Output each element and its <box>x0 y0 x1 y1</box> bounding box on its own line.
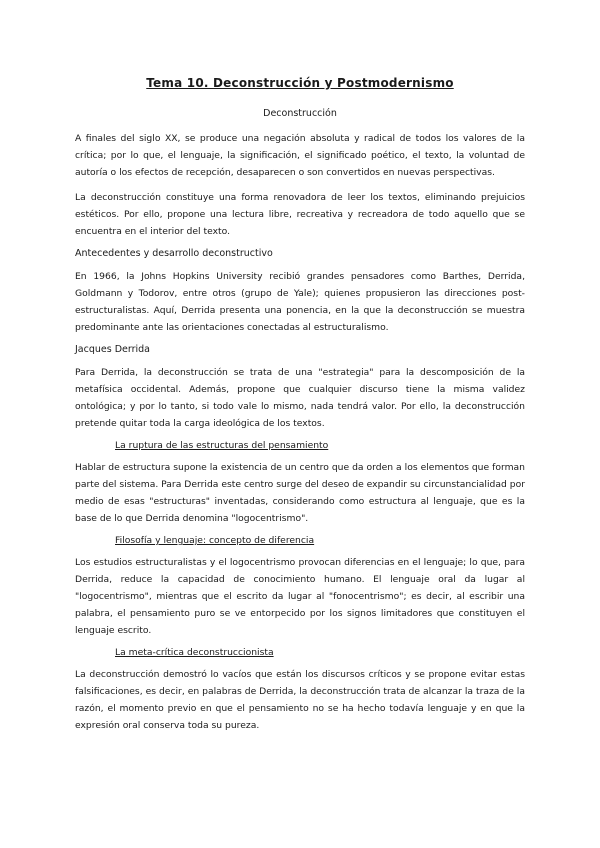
paragraph-intro: A finales del siglo XX, se produce una negación absoluta y radical de todos los valores de la crítica; por lo que, el lenguaje, la significación, el significado poético, el texto, la voluntad de autoría o los efectos de recepción, desaparecen o son convertidos en nuevas perspectivas. <box>75 133 525 178</box>
subheading-metacritica: La meta-crítica deconstruccionista <box>115 647 274 658</box>
subheading-ruptura: La ruptura de las estructuras del pensamiento <box>115 440 329 451</box>
paragraph-ruptura: Hablar de estructura supone la existencia de un centro que da orden a los elementos que forman parte del sistema. Para Derrida este centro surge del deseo de expandir su circunstancialidad por medio de esas "estructuras" inventadas, considerando como estructura al lenguaje, que es la base de lo que Derrida denomina "logocentrismo". <box>75 462 525 524</box>
paragraph-metacritica: La deconstrucción demostró lo vacíos que están los discursos críticos y se propone evitar estas falsificaciones, es decir, en palabras de Derrida, la deconstrucción trata de alcanzar la traza de la razón, el momento previo en que el pensamiento no se ha hecho todavía lenguaje y en que la expresión oral conserva toda su pureza. <box>75 669 525 731</box>
paragraph-definition: La deconstrucción constituye una forma renovadora de leer los textos, eliminando prejuicios estéticos. Por ello, propone una lectura libre, recreativa y recreadora de todo aquello que se encuentra en el interior del texto. <box>75 192 525 237</box>
section-title: Deconstrucción <box>263 108 337 119</box>
subheading-filosofia: Filosofía y lenguaje: concepto de diferencia <box>115 535 315 546</box>
page-title: Tema 10. Deconstrucción y Postmodernismo <box>146 76 454 90</box>
heading-derrida: Jacques Derrida <box>75 344 151 355</box>
paragraph-antecedentes: En 1966, la Johns Hopkins University recibió grandes pensadores como Barthes, Derrida, Goldmann y Todorov, entre otros (grupo de Yale); quienes propusieron las direcciones post-estructuralistas. Aquí, Derrida presenta una ponencia, en la que la deconstrucción se muestra predominante ante las orientaciones conectadas al estructuralismo. <box>75 271 525 333</box>
paragraph-filosofia: Los estudios estructuralistas y el logocentrismo provocan diferencias en el lenguaje; lo que, para Derrida, reduce la capacidad de conocimiento humano. El lenguaje oral da lugar al "logocentrismo", mientras que el escrito da lugar al "fonocentrismo"; es decir, al escribir una palabra, el pensamiento puro se ve entorpecido por los signos limitadores que constituyen el lenguaje escrito. <box>75 557 525 636</box>
paragraph-derrida: Para Derrida, la deconstrucción se trata de una "estrategia" para la descomposición de la metafísica occidental. Además, propone que cualquier discurso tiene la misma validez ontológica; y por lo tanto, si todo vale lo mismo, nada tendrá valor. Por ello, la deconstrucción pretende quitar toda la carga ideológica de los textos. <box>75 367 525 429</box>
heading-antecedentes: Antecedentes y desarrollo deconstructivo <box>75 248 273 259</box>
